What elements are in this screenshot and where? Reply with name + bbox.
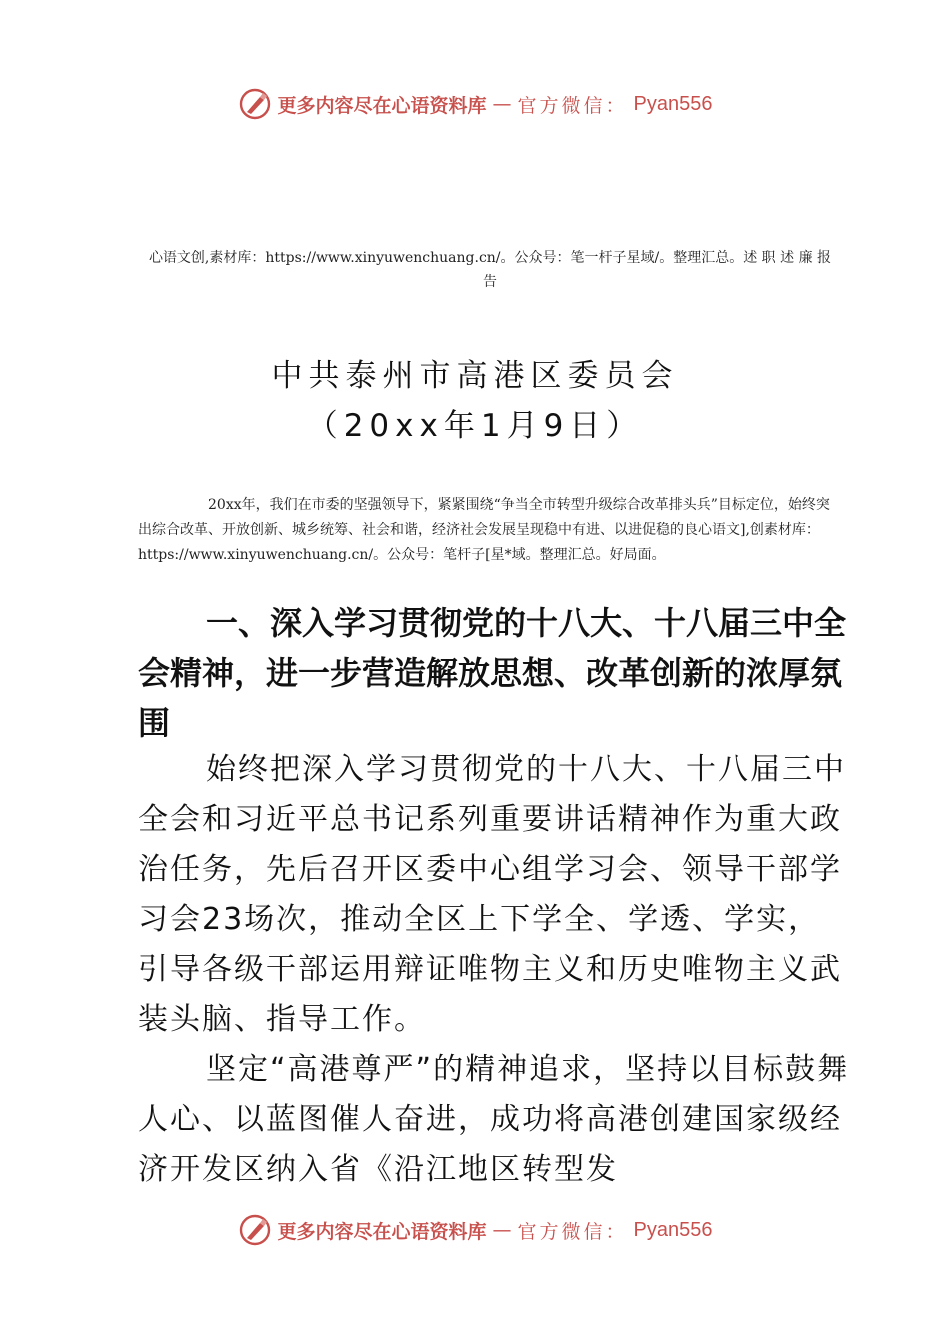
pen-logo-icon — [238, 1213, 272, 1247]
watermark-banner-top — [0, 84, 950, 124]
watermark-banner-bottom — [0, 1210, 950, 1250]
watermark-brand: 更多内容尽在心语资料库 — [277, 1220, 487, 1243]
body-paragraph: 始终把深入学习贯彻党的十八大、十八届三中全会和习近平总书记系列重要讲话精神作为重大政治任务，先后召开区委中心组学习会、领导干部学习会23场次，推动全区上下学全、学透、学实，引导各级干部运用辩证唯物主义和历史唯物主义武装头脑、指导工作。 — [138, 752, 846, 1037]
section-heading: 一、深入学习贯彻党的十八大、十八届三中全会精神，进一步营造解放思想、改革创新的浓厚氛围 — [138, 604, 847, 742]
watermark-wechat-id: Pyan556 — [633, 92, 713, 115]
watermark-wechat-label: 官方微信： — [517, 1220, 628, 1243]
watermark-wechat-id: Pyan556 — [633, 1218, 713, 1241]
watermark-dash: — — [492, 1219, 512, 1241]
intro-paragraph: 20xx年，我们在市委的坚强领导下，紧紧围绕“争当全市转型升级综合改革排头兵”目标定位，始终突出综合改革、开放创新、城乡统筹、社会和谐，经济社会发展呈现稳中有进、以进促稳的良心语文],创素材库：https://www.xinyuwenchuang.cn/。公众号：笔杆子[星*域。整理汇总。好局面。 — [138, 497, 830, 563]
body-paragraph: 坚定“高港尊严”的精神追求，坚持以目标鼓舞人心、以蓝图催人奋进，成功将高港创建国家级经济开发区纳入省《沿江地区转型发 — [138, 1052, 850, 1187]
document-title: 中共泰州市高港区委员会 — [271, 358, 679, 394]
pen-logo-icon — [238, 87, 272, 121]
watermark-dash: — — [492, 93, 512, 115]
watermark-brand: 更多内容尽在心语资料库 — [277, 94, 487, 117]
document-date: （20xx年1月9日） — [306, 408, 644, 444]
source-note: 心语文创,素材库：https://www.xinyuwenchuang.cn/。公众号：笔一杆子星域/。整理汇总。述 职 述 廉 报 告 — [148, 250, 832, 290]
watermark-wechat-label: 官方微信： — [517, 94, 628, 117]
